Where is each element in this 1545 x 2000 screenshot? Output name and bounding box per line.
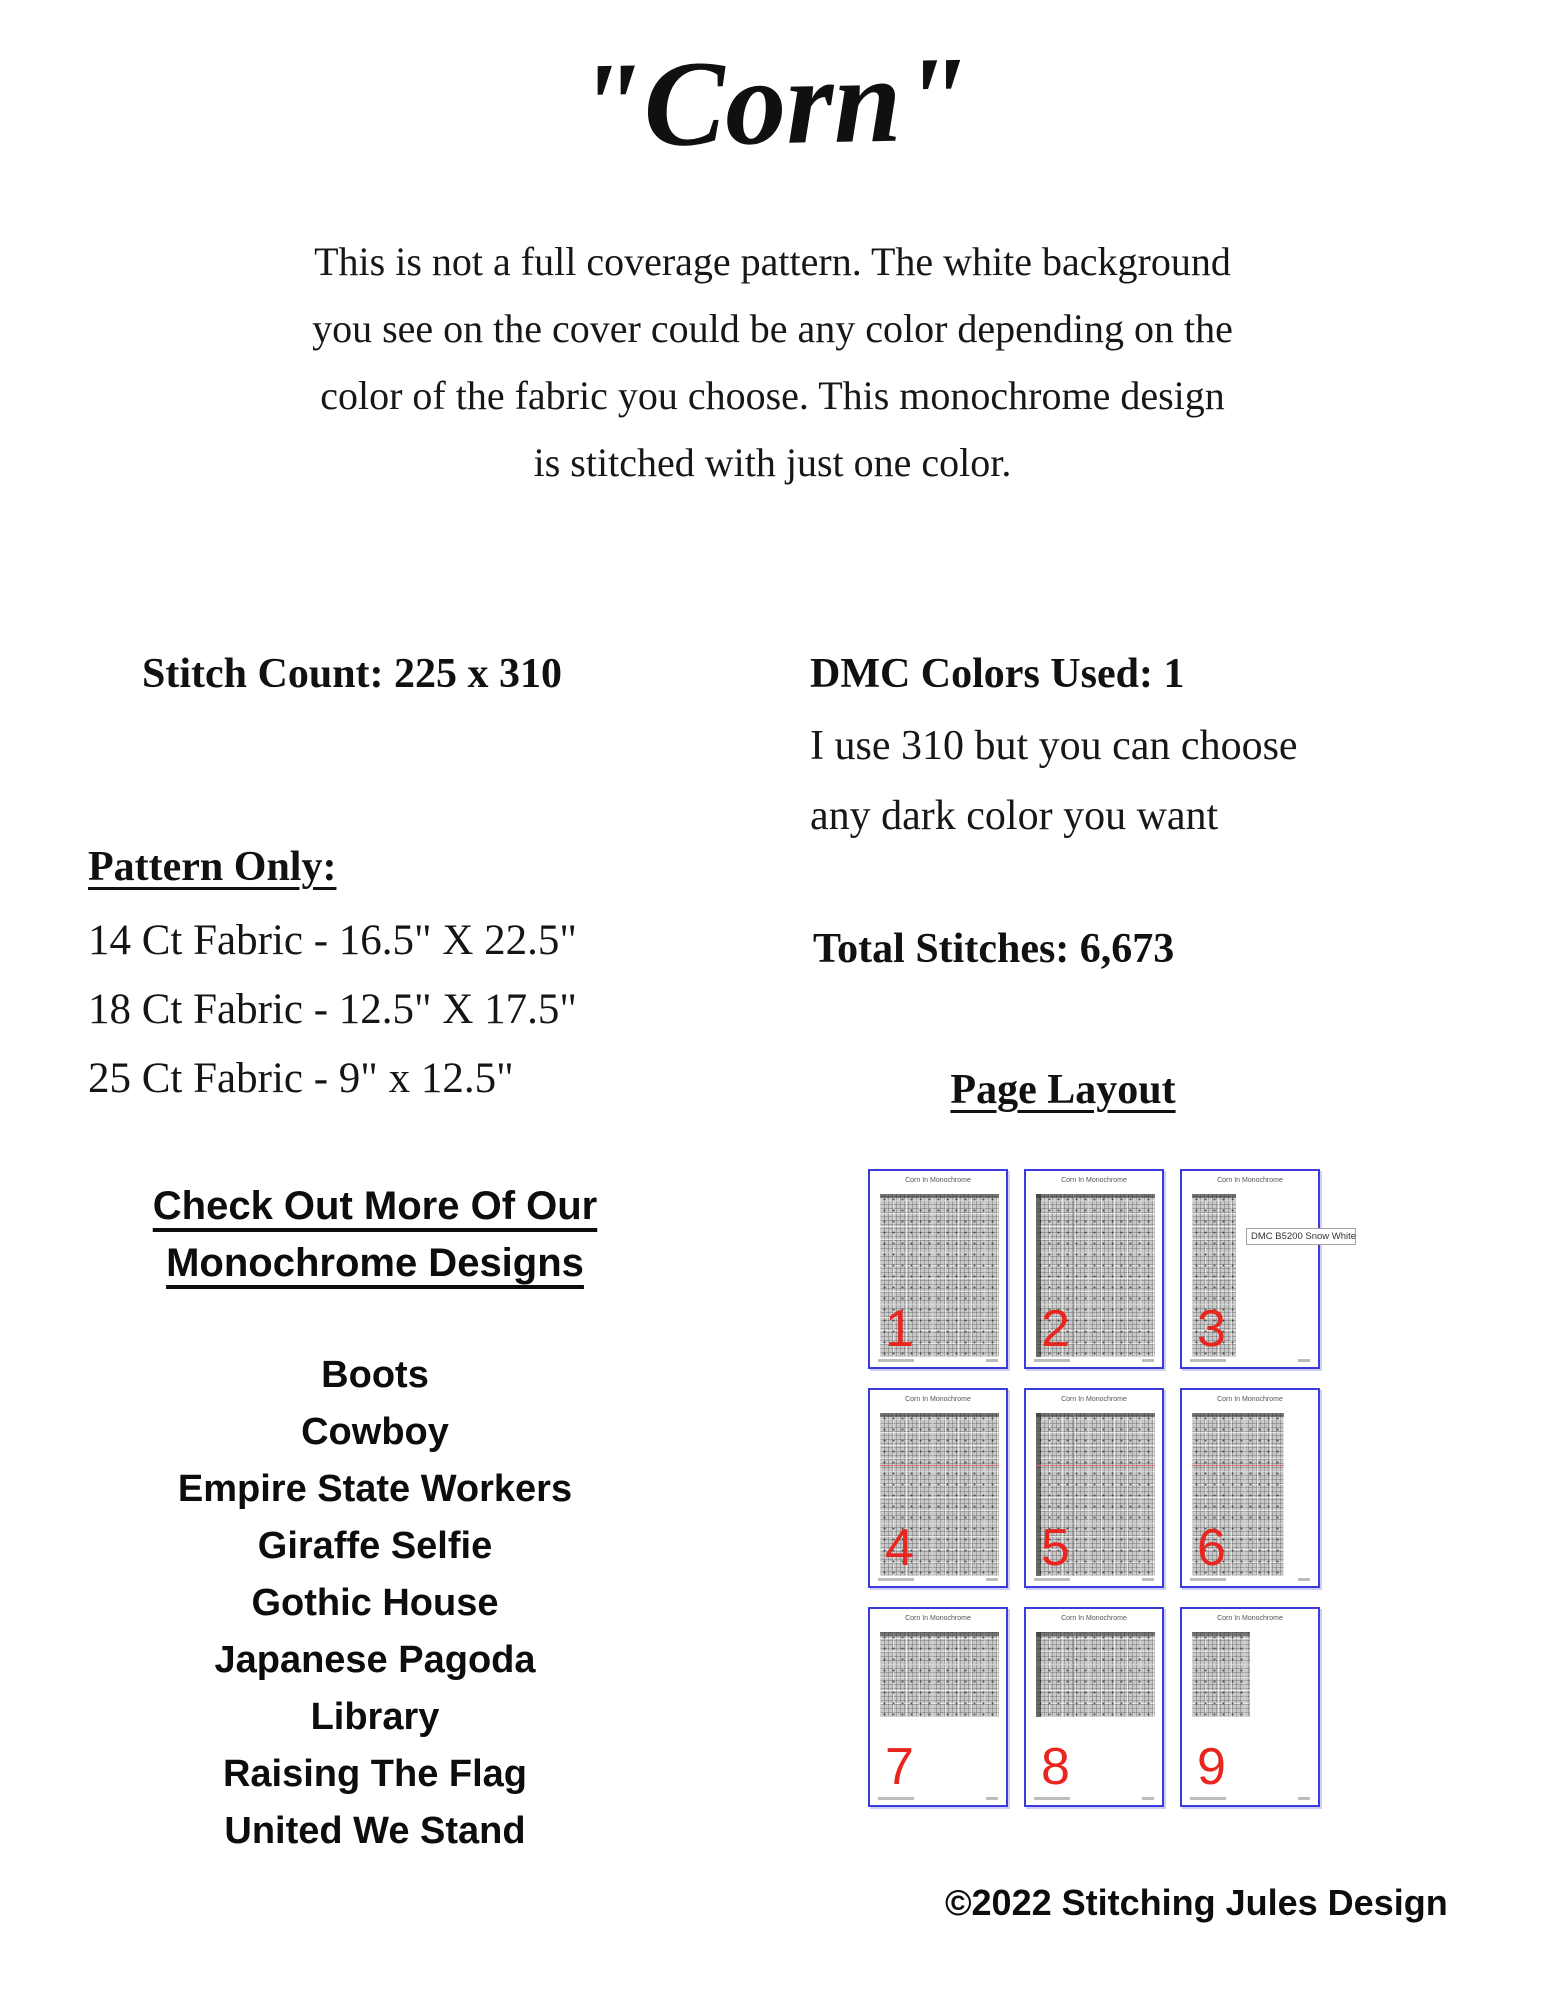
intro-line: This is not a full coverage pattern. The white background: [314, 239, 1231, 284]
pattern-page-thumbnail-1: [868, 1169, 1008, 1369]
more-designs-heading: [130, 1178, 620, 1292]
thumbnail-page-number: 5: [1041, 1519, 1070, 1577]
pattern-page-thumbnail-3: [1180, 1169, 1357, 1369]
thumbnail-footer-mark: [986, 1797, 998, 1800]
total-stitches-heading: Total Stitches: 6,673: [813, 926, 1175, 972]
dmc-note-line: I use 310 but you can choose: [810, 723, 1298, 769]
thumbnail-footer-mark: [1190, 1359, 1226, 1362]
intro-line: you see on the cover could be any color depending on the: [312, 306, 1233, 351]
thumbnail-footer-mark: [878, 1578, 914, 1581]
thumbnail-page-number: 1: [885, 1300, 914, 1358]
dmc-colors-heading: DMC Colors Used: 1: [810, 651, 1185, 697]
thumbnail-page-number: 8: [1041, 1738, 1070, 1796]
pattern-page-thumbnail-4: [868, 1388, 1008, 1588]
design-list-item: United We Stand: [224, 1810, 526, 1852]
intro-line: color of the fabric you choose. This monochrome design: [320, 373, 1225, 418]
thumbnail-page-number: 3: [1197, 1300, 1226, 1358]
fabric-size-item: 18 Ct Fabric - 12.5" X 17.5": [88, 986, 577, 1033]
more-designs-heading-line: Check Out More Of Our: [152, 1184, 598, 1228]
thumbnail-footer-mark: [1142, 1359, 1154, 1362]
fabric-size-item: 25 Ct Fabric - 9" x 12.5": [88, 1055, 514, 1102]
thumbnail-footer-mark: [986, 1359, 998, 1362]
thumbnail-footer-mark: [878, 1797, 914, 1800]
pattern-page-thumbnail-5: [1024, 1388, 1164, 1588]
thumbnail-page-number: 9: [1197, 1738, 1226, 1796]
pattern-page-thumbnail-2: [1024, 1169, 1164, 1369]
fabric-size-item: 14 Ct Fabric - 16.5" X 22.5": [88, 917, 577, 964]
thumbnail-footer-mark: [1034, 1797, 1070, 1800]
thumbnail-footer-mark: [1034, 1578, 1070, 1581]
thumbnail-title: Corn In Monochrome: [1217, 1615, 1283, 1622]
thumbnail-title: Corn In Monochrome: [1061, 1396, 1127, 1403]
thumbnail-title: Corn In Monochrome: [1217, 1177, 1283, 1184]
copyright-footer: ©2022 Stitching Jules Design: [945, 1882, 1448, 1923]
page-layout-thumbnail-grid: [868, 1169, 1357, 1807]
thumbnail-page-number: 2: [1041, 1300, 1070, 1358]
fabric-size-list: [88, 906, 577, 1113]
design-list: [130, 1347, 620, 1860]
thumbnail-footer-mark: [1190, 1578, 1226, 1581]
page-layout-heading: [837, 1066, 1289, 1114]
thumbnail-footer-mark: [878, 1359, 914, 1362]
design-list-item: Gothic House: [251, 1582, 499, 1624]
dmc-color-tooltip: DMC B5200 Snow White: [1246, 1228, 1356, 1245]
thumbnail-page-number: 6: [1197, 1519, 1226, 1577]
thumbnail-title: Corn In Monochrome: [1061, 1177, 1127, 1184]
design-list-item: Cowboy: [301, 1411, 449, 1453]
thumbnail-footer-mark: [1298, 1797, 1310, 1800]
design-list-item: Japanese Pagoda: [214, 1639, 536, 1681]
intro-line: is stitched with just one color.: [533, 440, 1012, 485]
thumbnail-page-number: 4: [885, 1519, 914, 1577]
thumbnail-footer-mark: [1298, 1578, 1310, 1581]
more-designs-heading-line: Monochrome Designs: [166, 1241, 584, 1285]
thumbnail-title: Corn In Monochrome: [905, 1177, 971, 1184]
page-title: "Corn": [574, 31, 971, 174]
design-list-item: Empire State Workers: [177, 1468, 573, 1510]
thumbnail-title: Corn In Monochrome: [1061, 1615, 1127, 1622]
thumbnail-footer-mark: [1142, 1578, 1154, 1581]
dmc-note-line: any dark color you want: [810, 793, 1219, 839]
design-list-item: Raising The Flag: [222, 1753, 528, 1795]
stitch-grid-preview: [1192, 1632, 1250, 1717]
pattern-only-heading: Pattern Only:: [88, 844, 337, 890]
thumbnail-footer-mark: [1142, 1797, 1154, 1800]
design-list-item: Boots: [321, 1354, 429, 1396]
thumbnail-title: Corn In Monochrome: [1217, 1396, 1283, 1403]
design-list-item: Library: [310, 1696, 440, 1738]
thumbnail-footer-mark: [1034, 1359, 1070, 1362]
pattern-page-thumbnail-9: [1180, 1607, 1320, 1807]
thumbnail-title: Corn In Monochrome: [905, 1615, 971, 1622]
stitch-grid-preview: [1036, 1632, 1155, 1717]
page-layout-heading-text: Page Layout: [950, 1067, 1176, 1113]
design-list-item: Giraffe Selfie: [257, 1525, 493, 1567]
thumbnail-footer-mark: [986, 1578, 998, 1581]
thumbnail-title: Corn In Monochrome: [905, 1396, 971, 1403]
pattern-page-thumbnail-7: [868, 1607, 1008, 1807]
intro-paragraph: [0, 228, 1545, 496]
pattern-page-thumbnail-6: [1180, 1388, 1320, 1588]
thumbnail-footer-mark: [1190, 1797, 1226, 1800]
pattern-page-thumbnail-8: [1024, 1607, 1164, 1807]
stitch-count-heading: Stitch Count: 225 x 310: [142, 651, 563, 697]
stitch-grid-preview: [880, 1632, 999, 1717]
thumbnail-footer-mark: [1298, 1359, 1310, 1362]
thumbnail-page-number: 7: [885, 1738, 914, 1796]
